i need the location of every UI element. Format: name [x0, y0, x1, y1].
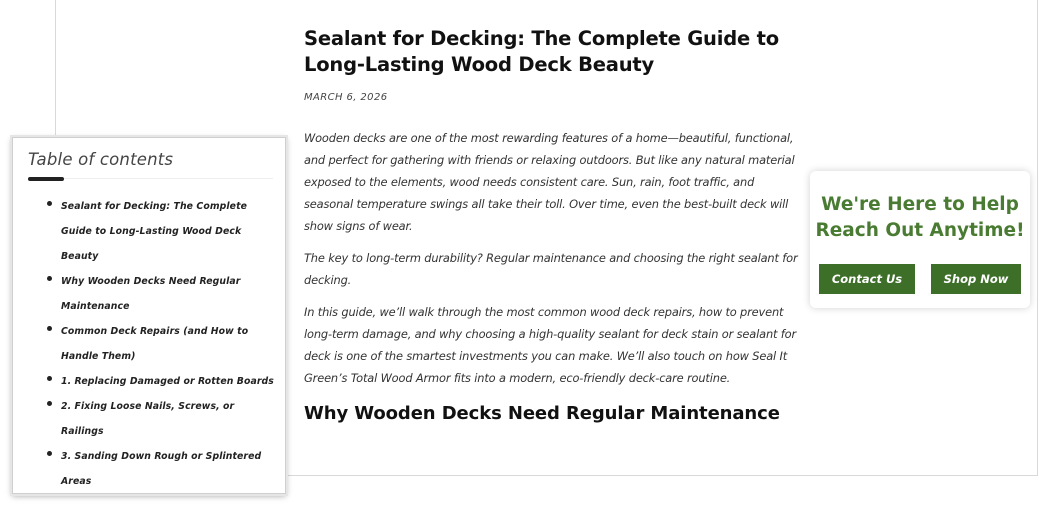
toc-link-text: Why Wooden Decks Need Regular [61, 276, 241, 287]
toc-link-text: Beauty [61, 251, 99, 262]
toc-item [46, 269, 285, 319]
toc-link[interactable] [61, 319, 285, 369]
bullet-icon [47, 451, 52, 456]
help-widget [810, 171, 1030, 308]
article-paragraph: The key to long-term durability? Regular maintenance and choosing the right sealant for decking. [304, 251, 798, 287]
toc-item [46, 319, 285, 369]
bullet-icon [47, 201, 52, 206]
toc-link-text: Sealant for Decking: The Complete [61, 201, 248, 212]
toc-divider-line [28, 178, 273, 179]
article [304, 26, 804, 424]
bullet-icon [47, 276, 52, 281]
toc-link[interactable] [61, 269, 285, 319]
toc-item [46, 194, 285, 269]
article-paragraph: In this guide, we’ll walk through the most common wood deck repairs, how to prevent long-term damage, and why choosing a high-quality sealant for deck stain or sealant for deck is one of the smartest investments you can make. We’ll also touch on how Seal It Green’s Total Wood Armor fits into a modern, eco-friendly deck-care routine. [304, 305, 797, 385]
bullet-icon [47, 326, 52, 331]
toc-item [46, 444, 285, 494]
toc-item [46, 369, 285, 394]
article-title [304, 26, 804, 78]
toc-link-text: 3. Sanding Down Rough or Splintered [61, 451, 262, 462]
help-buttons [819, 264, 1023, 294]
toc-link[interactable] [61, 394, 285, 444]
bullet-icon [47, 401, 52, 406]
article-title-line: Sealant for Decking: The Complete Guide to [304, 27, 779, 50]
toc-divider [28, 177, 273, 180]
article-body [304, 127, 804, 389]
help-heading-line: Reach Out Anytime! [815, 220, 1025, 241]
table-of-contents [12, 137, 286, 494]
toc-link-text: Guide to Long-Lasting Wood Deck [61, 226, 242, 237]
toc-link[interactable] [61, 369, 285, 394]
toc-link-text: Maintenance [61, 301, 130, 312]
shop-now-button[interactable]: Shop Now [931, 264, 1021, 294]
toc-link-text: 2. Fixing Loose Nails, Screws, or [61, 401, 235, 412]
contact-us-button[interactable]: Contact Us [819, 264, 915, 294]
toc-link-text: 1. Replacing Damaged or Rotten Boards [61, 376, 274, 387]
toc-title: Table of contents [28, 150, 174, 169]
help-heading-line: We're Here to Help [821, 194, 1019, 215]
help-heading [810, 171, 1030, 244]
article-date: MARCH 6, 2026 [304, 92, 388, 103]
toc-link-text: Railings [61, 426, 104, 437]
toc-link[interactable] [61, 444, 285, 494]
section-heading: Why Wooden Decks Need Regular Maintenance [304, 403, 780, 424]
toc-list [28, 194, 285, 494]
bullet-icon [47, 376, 52, 381]
toc-item [46, 394, 285, 444]
article-paragraph: Wooden decks are one of the most rewarding features of a home—beautiful, functional, and perfect for gathering with friends or relaxing outdoors. But like any natural material exposed to the elements, wood needs consistent care. Sun, rain, foot traffic, and seasonal temperature swings all take their toll. Over time, even the best-built deck will show signs of wear. [304, 131, 795, 233]
article-title-line: Long-Lasting Wood Deck Beauty [304, 53, 655, 76]
toc-link-text: Areas [61, 476, 92, 487]
toc-link[interactable] [61, 194, 285, 269]
toc-divider-accent [28, 177, 64, 181]
toc-link-text: Handle Them) [61, 351, 136, 362]
toc-link-text: Common Deck Repairs (and How to [61, 326, 249, 337]
